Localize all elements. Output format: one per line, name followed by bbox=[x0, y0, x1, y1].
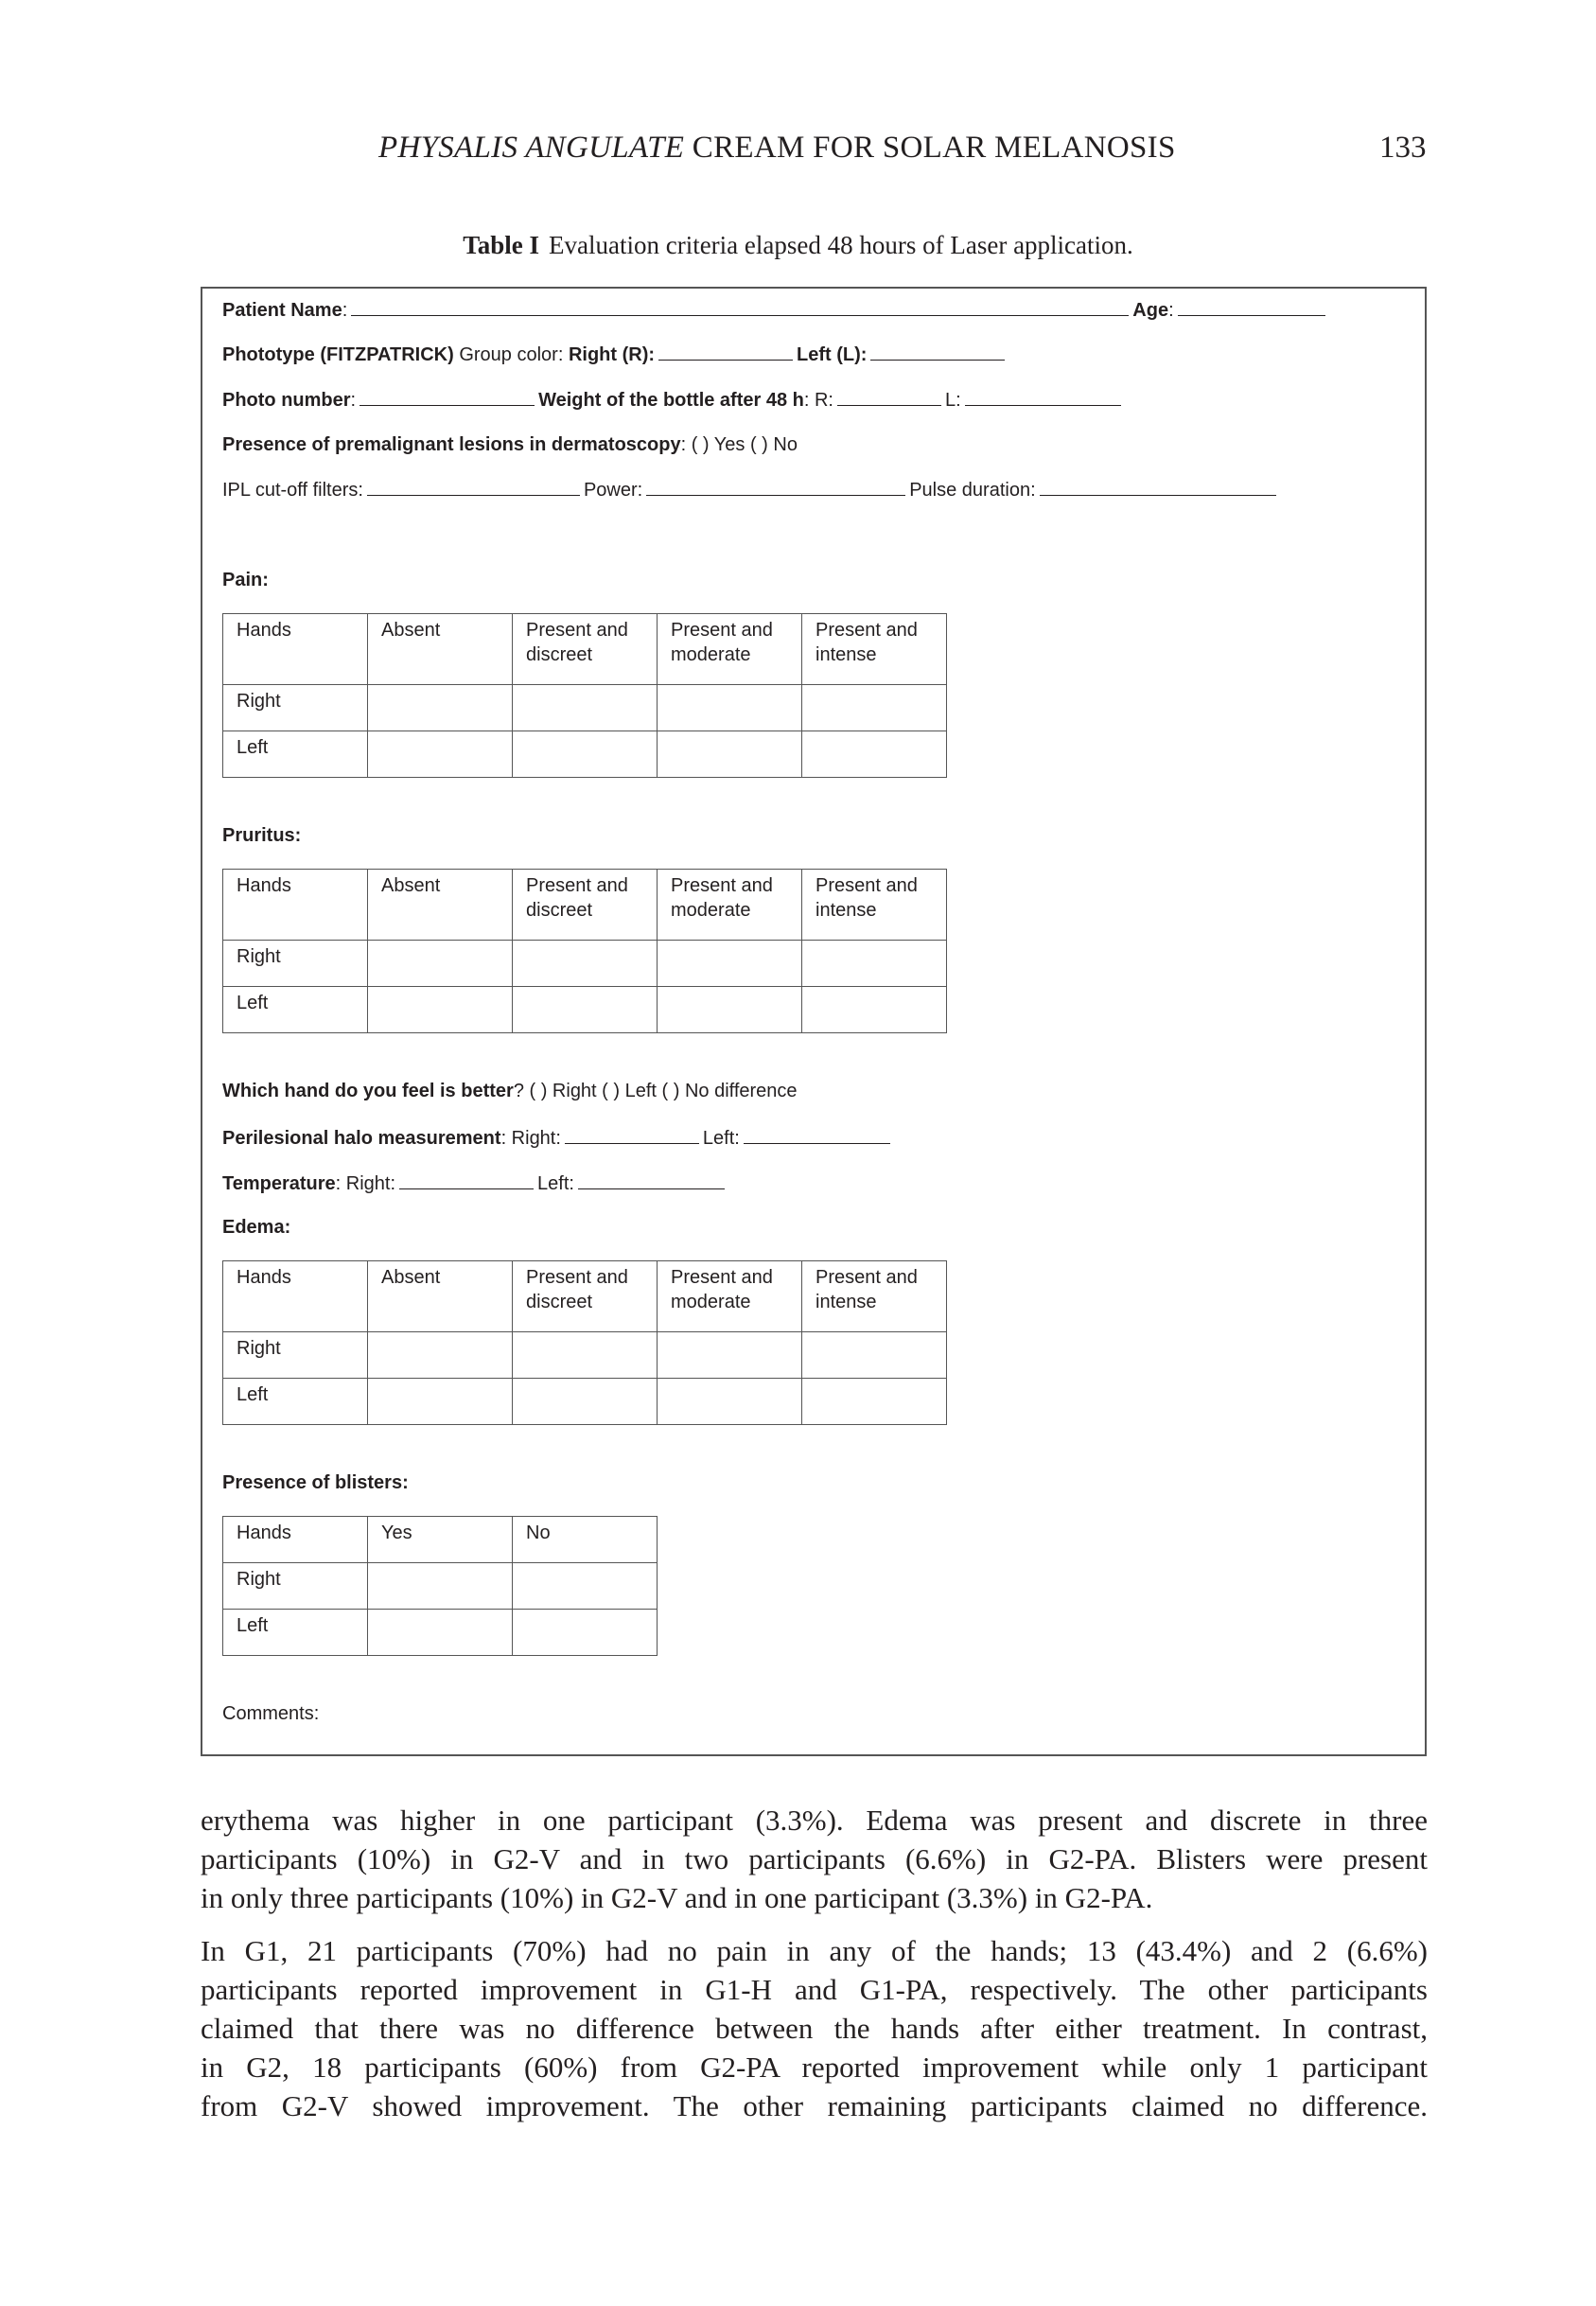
temp-right-field[interactable] bbox=[399, 1171, 534, 1189]
title-rest: CREAM FOR SOLAR MELANOSIS bbox=[684, 131, 1176, 165]
cell[interactable] bbox=[513, 1379, 658, 1425]
label: : Right: bbox=[335, 1173, 396, 1194]
body-line: In G1, 21 participants (70%) had no pain in any of the hands; 13 (43.4%) and 2 (6.6%) bbox=[201, 1934, 1428, 1967]
cell[interactable] bbox=[658, 1379, 802, 1425]
header-cell: Present and intense bbox=[802, 870, 947, 941]
label: L: bbox=[945, 390, 961, 411]
cell[interactable] bbox=[368, 1379, 513, 1425]
edema-label bbox=[222, 1216, 290, 1239]
header-cell: Present and discreet bbox=[513, 870, 658, 941]
label: Pain: bbox=[222, 570, 269, 590]
header-cell: Yes bbox=[368, 1517, 513, 1563]
label: Right (R): bbox=[568, 344, 656, 365]
pruritus-table bbox=[222, 869, 947, 1033]
cell[interactable] bbox=[802, 1332, 947, 1379]
cell[interactable] bbox=[802, 1379, 947, 1425]
label: Patient Name bbox=[222, 300, 342, 321]
cell[interactable] bbox=[802, 987, 947, 1033]
cell[interactable] bbox=[513, 685, 658, 731]
row-label: Right bbox=[223, 685, 368, 731]
label: Power: bbox=[583, 480, 643, 501]
label: : R: bbox=[803, 390, 833, 411]
phototype-line bbox=[222, 343, 1008, 366]
blisters-table bbox=[222, 1516, 658, 1656]
pain-table bbox=[222, 613, 947, 778]
running-title bbox=[378, 131, 1176, 166]
cell[interactable] bbox=[658, 685, 802, 731]
label: Left (L): bbox=[797, 344, 868, 365]
label: Photo number bbox=[222, 390, 351, 411]
cell[interactable] bbox=[802, 731, 947, 778]
header-cell: Present and moderate bbox=[658, 1261, 802, 1332]
cell[interactable] bbox=[368, 685, 513, 731]
cell[interactable] bbox=[802, 685, 947, 731]
label: Pulse duration: bbox=[909, 480, 1036, 501]
blisters-label bbox=[222, 1471, 409, 1494]
caption-text: Evaluation criteria elapsed 48 hours of Laser application. bbox=[549, 231, 1133, 259]
header-cell: No bbox=[513, 1517, 658, 1563]
body-line: from G2-V showed improvement. The other remaining participants claimed no difference. bbox=[201, 2089, 1428, 2122]
edema-table bbox=[222, 1260, 947, 1425]
header-cell: Hands bbox=[223, 1517, 368, 1563]
caption-label: Table I bbox=[463, 231, 539, 259]
header-cell: Present and intense bbox=[802, 1261, 947, 1332]
cell[interactable] bbox=[658, 941, 802, 987]
body-line: in G2, 18 participants (60%) from G2-PA reported improvement while only 1 participant bbox=[201, 2051, 1428, 2084]
ipl-field[interactable] bbox=[367, 478, 580, 496]
cell[interactable] bbox=[658, 731, 802, 778]
ipl-line bbox=[222, 478, 1280, 502]
temperature-line bbox=[222, 1171, 728, 1195]
header-cell: Present and discreet bbox=[513, 1261, 658, 1332]
body-line: participants reported improvement in G1-H and G1-PA, respectively. The other participants bbox=[201, 1973, 1428, 2006]
header-cell: Present and moderate bbox=[658, 614, 802, 685]
page-number: 133 bbox=[1379, 131, 1427, 165]
cell[interactable] bbox=[368, 1610, 513, 1656]
cell[interactable] bbox=[658, 987, 802, 1033]
body-line: erythema was higher in one participant (3.3%). Edema was present and discrete in three bbox=[201, 1804, 1428, 1837]
cell[interactable] bbox=[368, 941, 513, 987]
label: Presence of premalignant lesions in dermatoscopy bbox=[222, 434, 681, 455]
cell[interactable] bbox=[368, 731, 513, 778]
label: Temperature bbox=[222, 1173, 336, 1194]
cell[interactable] bbox=[513, 731, 658, 778]
label: : Right: bbox=[500, 1128, 561, 1149]
label: Phototype (FITZPATRICK) bbox=[222, 344, 454, 365]
patient-name-line: Patient Name: Age: bbox=[222, 298, 1329, 322]
header-cell: Present and moderate bbox=[658, 870, 802, 941]
cell[interactable] bbox=[513, 987, 658, 1033]
row-label: Right bbox=[223, 1563, 368, 1610]
cell[interactable] bbox=[513, 941, 658, 987]
patient-name-field[interactable] bbox=[351, 298, 1129, 316]
label: Group color: bbox=[453, 344, 569, 365]
cell[interactable] bbox=[658, 1332, 802, 1379]
label: Left: bbox=[537, 1173, 574, 1194]
halo-right-field[interactable] bbox=[565, 1126, 699, 1144]
power-field[interactable] bbox=[646, 478, 905, 496]
header-cell: Absent bbox=[368, 1261, 513, 1332]
table-caption bbox=[0, 231, 1596, 260]
halo-left-field[interactable] bbox=[744, 1126, 890, 1144]
row-label: Left bbox=[223, 1610, 368, 1656]
header-cell: Hands bbox=[223, 1261, 368, 1332]
premalignant-line bbox=[222, 433, 798, 456]
photo-number-field[interactable] bbox=[360, 388, 535, 406]
photo-line: Photo number: Weight of the bottle after 48 h: R: L: bbox=[222, 388, 1125, 412]
label: Presence of blisters: bbox=[222, 1472, 409, 1493]
bottle-left-field[interactable] bbox=[965, 388, 1121, 406]
header-cell: Present and discreet bbox=[513, 614, 658, 685]
header-cell: Hands bbox=[223, 614, 368, 685]
label: Which hand do you feel is better bbox=[222, 1081, 514, 1101]
header-cell: Present and intense bbox=[802, 614, 947, 685]
body-line: in only three participants (10%) in G2-V and in one participant (3.3%) in G2-PA. bbox=[201, 1881, 1153, 1914]
cell[interactable] bbox=[368, 1332, 513, 1379]
label: IPL cut-off filters: bbox=[222, 480, 363, 501]
label: Weight of the bottle after 48 h bbox=[538, 390, 804, 411]
premalignant-options[interactable]: : ( ) Yes ( ) No bbox=[680, 434, 798, 455]
temp-left-field[interactable] bbox=[578, 1171, 725, 1189]
label: Age bbox=[1132, 300, 1169, 321]
row-label: Right bbox=[223, 941, 368, 987]
evaluation-form bbox=[201, 287, 1427, 1756]
halo-line bbox=[222, 1126, 894, 1150]
body-line: claimed that there was no difference between the hands after either treatment. In contrast, bbox=[201, 2012, 1428, 2045]
body-line: participants (10%) in G2-V and in two participants (6.6%) in G2-PA. Blisters were present bbox=[201, 1842, 1428, 1875]
label: Left: bbox=[702, 1128, 740, 1149]
label: Perilesional halo measurement bbox=[222, 1128, 501, 1149]
row-label: Right bbox=[223, 1332, 368, 1379]
cell[interactable] bbox=[513, 1332, 658, 1379]
cell[interactable] bbox=[368, 987, 513, 1033]
which-hand-options[interactable]: ? ( ) Right ( ) Left ( ) No difference bbox=[513, 1081, 798, 1101]
cell[interactable] bbox=[368, 1563, 513, 1610]
right-color-field[interactable] bbox=[658, 343, 793, 361]
label: Pruritus: bbox=[222, 825, 302, 846]
header-cell: Absent bbox=[368, 870, 513, 941]
bottle-right-field[interactable] bbox=[837, 388, 941, 406]
comments-label: Comments: bbox=[222, 1703, 320, 1724]
pruritus-label bbox=[222, 824, 301, 847]
cell[interactable] bbox=[513, 1610, 658, 1656]
row-label: Left bbox=[223, 987, 368, 1033]
pain-label bbox=[222, 569, 269, 591]
left-color-field[interactable] bbox=[870, 343, 1005, 361]
age-field[interactable] bbox=[1178, 298, 1325, 316]
row-label: Left bbox=[223, 731, 368, 778]
header-cell: Absent bbox=[368, 614, 513, 685]
title-italic: PHYSALIS ANGULATE bbox=[378, 131, 685, 165]
row-label: Left bbox=[223, 1379, 368, 1425]
which-hand-line bbox=[222, 1080, 798, 1102]
cell[interactable] bbox=[802, 941, 947, 987]
label: Edema: bbox=[222, 1217, 291, 1238]
header-cell: Hands bbox=[223, 870, 368, 941]
cell[interactable] bbox=[513, 1563, 658, 1610]
pulse-field[interactable] bbox=[1040, 478, 1276, 496]
